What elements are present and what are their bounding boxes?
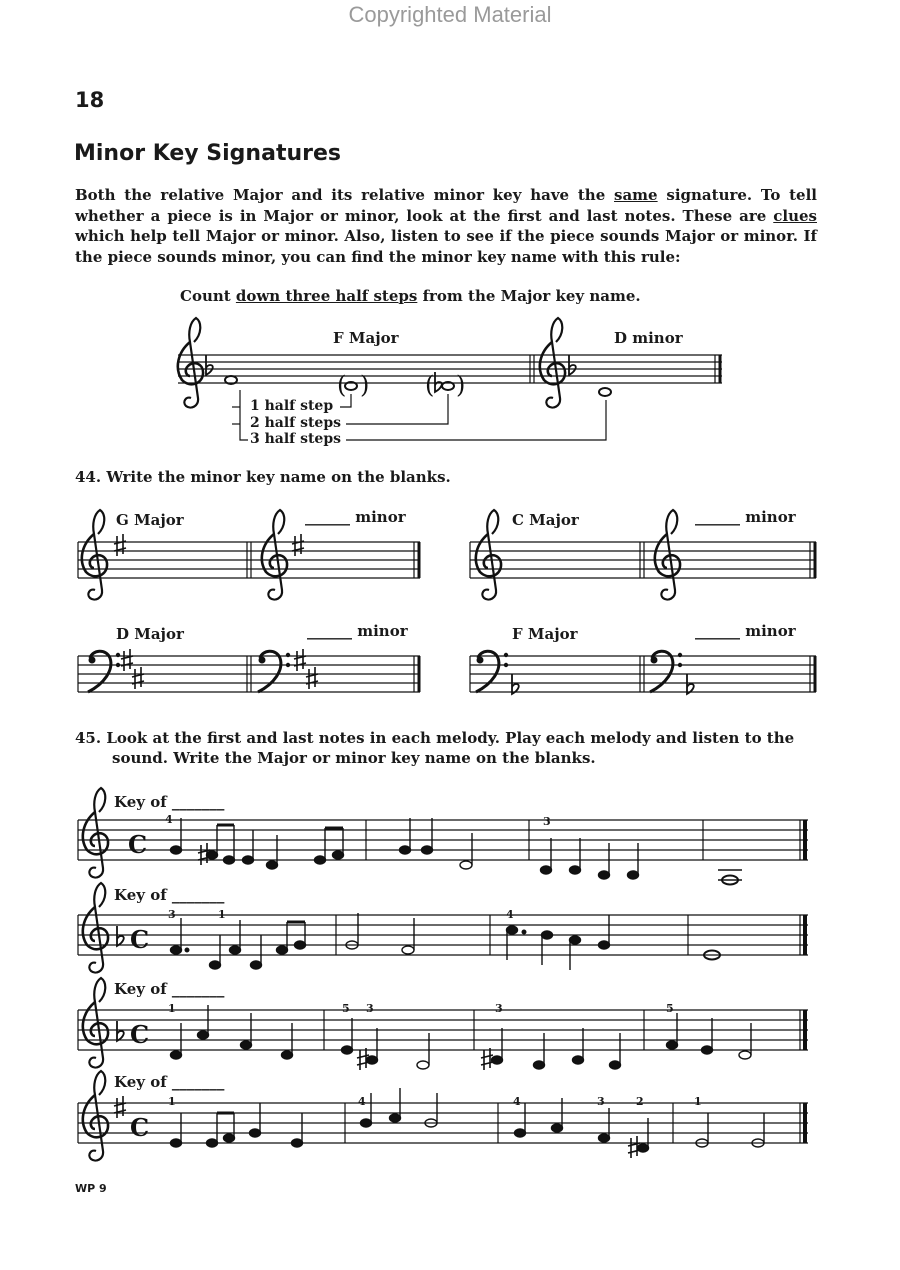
flat-icon [206, 355, 213, 375]
treble-clef-icon [178, 318, 203, 408]
ex44-answer-line[interactable]: ______ minor [695, 622, 796, 640]
ex44-staves [78, 542, 816, 692]
flat-icon [687, 674, 694, 694]
key-of-answer[interactable]: Key of _______ [114, 1073, 225, 1091]
flat-icon [117, 1021, 124, 1041]
step-1-label: 1 half step [250, 398, 334, 414]
step-3-label: 3 half steps [250, 431, 342, 447]
rule-text: Count down three half steps from the Major key name. [180, 287, 641, 305]
ex44-major-label: F Major [512, 625, 578, 643]
fingering: 3 [168, 908, 176, 921]
flat-icon [512, 674, 519, 694]
watermark: Copyrighted Material [348, 2, 552, 27]
flat-icon [569, 355, 576, 375]
key-of-answer[interactable]: Key of _______ [114, 793, 225, 811]
treble-clef-icon [83, 788, 108, 878]
exercise-45-prompt-line2: sound. Write the Major or minor key name on the blanks. [112, 749, 596, 767]
treble-clef-icon [82, 510, 107, 600]
treble-clef-icon [262, 510, 287, 600]
example-major-label: F Major [333, 329, 399, 347]
fingering: 3 [543, 815, 551, 828]
fingering: 4 [513, 1095, 521, 1108]
flat-icon [117, 926, 124, 946]
svg-text:(: ( [425, 371, 435, 399]
treble-clef-icon [83, 978, 108, 1068]
ex44-major-label: D Major [116, 625, 184, 643]
underlined-clues: clues [773, 206, 817, 225]
bass-clef-icon [258, 651, 290, 692]
example-staff [178, 355, 722, 383]
melody2-notes [171, 913, 721, 970]
melody1-notes [171, 818, 743, 885]
fingering: 1 [218, 908, 226, 921]
key-of-answer[interactable]: Key of _______ [114, 886, 225, 904]
common-time-icon: C [130, 1020, 150, 1049]
svg-text:): ) [360, 371, 370, 399]
exercise-44-prompt: 44. Write the minor key name on the blanks. [75, 468, 451, 486]
treble-clef-icon [476, 510, 501, 600]
underlined-same: same [614, 186, 658, 204]
bass-clef-icon [476, 651, 508, 692]
intro-paragraph: Both the relative Major and its relative minor key have the same signature. To tell whether a piece is in Major or minor, look at the first and last notes. These are clues which help tell Major or minor. Also, listen to see if the piece sounds Major or minor. If the piece sounds minor, you can find the minor key name with this rule: [75, 186, 817, 267]
common-time-icon: C [130, 1113, 150, 1142]
bass-clef-icon [88, 651, 120, 692]
fingering: 1 [168, 1002, 176, 1015]
key-of-answer[interactable]: Key of _______ [114, 980, 225, 998]
melody3-notes [171, 1005, 752, 1069]
example-minor-label: D minor [614, 329, 683, 347]
fingering: 4 [506, 908, 514, 921]
sharp-icon [292, 534, 304, 556]
ex44-answer-line[interactable]: ______ minor [307, 622, 408, 640]
fingering: 1 [168, 1095, 176, 1108]
exercise-45-prompt-line1: 45. Look at the first and last notes in each melody. Play each melody and listen to the [75, 729, 795, 747]
ex44-answer-line[interactable]: ______ minor [305, 508, 406, 526]
fingering: 3 [597, 1095, 605, 1108]
page-title: Minor Key Signatures [74, 141, 341, 166]
page-number: 18 [75, 88, 105, 112]
sharp-icon [114, 1096, 126, 1118]
fingering: 4 [358, 1095, 366, 1108]
common-time-icon: C [128, 830, 148, 859]
ex44-major-label: G Major [116, 511, 184, 529]
treble-clef-icon [83, 1071, 108, 1161]
fingering: 2 [636, 1095, 644, 1108]
treble-clef-icon [540, 318, 565, 408]
sharp-icon [114, 534, 126, 556]
ex44-answer-line[interactable]: ______ minor [695, 508, 796, 526]
svg-text:(: ( [337, 371, 347, 399]
fingering: 5 [342, 1002, 350, 1015]
svg-text:): ) [456, 371, 466, 399]
fingering: 1 [694, 1095, 702, 1108]
ex44-major-label: C Major [512, 511, 579, 529]
fingering: 3 [366, 1002, 374, 1015]
treble-clef-icon [655, 510, 680, 600]
note-d [599, 388, 611, 396]
footer-code: WP 9 [75, 1182, 107, 1195]
bass-clef-icon [650, 651, 682, 692]
fingering: 4 [165, 813, 173, 826]
fingering: 5 [666, 1002, 674, 1015]
step-2-label: 2 half steps [250, 415, 342, 431]
fingering: 3 [495, 1002, 503, 1015]
treble-clef-icon [83, 883, 108, 973]
common-time-icon: C [130, 925, 150, 954]
